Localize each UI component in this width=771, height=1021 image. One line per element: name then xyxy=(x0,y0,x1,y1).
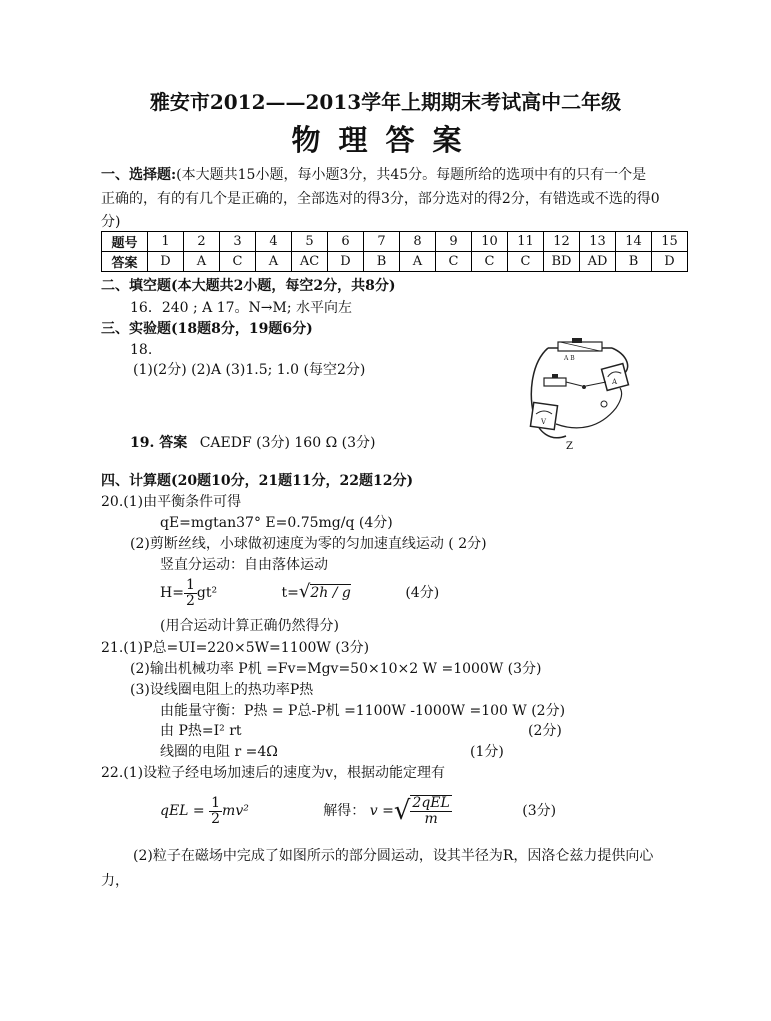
q21-line3: (3)设线圈电阻上的热功率P热 xyxy=(130,682,314,698)
section2-heading: 二、填空题(本大题共2小题，每空2分，共8分) xyxy=(101,278,396,294)
q20-line2: qE=mgtan37° E=0.75mg/q (4分) xyxy=(160,515,393,531)
q21-line6: 线圈的电阻 r =4Ω xyxy=(160,744,278,760)
section2-answers: 16．240 ; A 17。N→M; 水平向左 xyxy=(130,300,353,316)
number-cell: 3 xyxy=(220,232,256,252)
q19-line xyxy=(130,434,375,452)
number-cell: 13 xyxy=(580,232,616,252)
answer-cell: D xyxy=(652,252,688,272)
answer-cell: C xyxy=(436,252,472,272)
section1-line1 xyxy=(101,166,646,184)
number-cell: 9 xyxy=(436,232,472,252)
sqrt-icon: √ xyxy=(298,581,311,602)
section1-desc1: (本大题共15小题，每小题3分，共45分。每题所给的选项中有的只有一个是 xyxy=(176,167,647,183)
answer-cell: B xyxy=(616,252,652,272)
q22-sqrt-fraction xyxy=(410,795,451,827)
svg-text:V: V xyxy=(541,418,547,426)
answer-cell: AC xyxy=(292,252,328,272)
q22-solve-label: 解得： xyxy=(323,803,366,819)
table-row-numbers xyxy=(102,232,688,252)
answer-table xyxy=(101,231,688,272)
answer-cell: C xyxy=(220,252,256,272)
fraction-denominator: m xyxy=(424,811,438,827)
q22-score: (3分) xyxy=(522,803,557,819)
answer-cell: A xyxy=(400,252,436,272)
q22-solve-v: v = xyxy=(369,803,394,819)
q21-line6-score: (1分) xyxy=(470,744,504,760)
fraction-numerator: 2qEL xyxy=(412,795,450,811)
number-cell: 6 xyxy=(328,232,364,252)
row-label-numbers: 题号 xyxy=(102,232,148,252)
fraction-denominator: 2 xyxy=(185,592,195,609)
q20-line4: 竖直分运动：自由落体运动 xyxy=(160,557,328,573)
section3-heading: 三、实验题(18题8分，19题6分) xyxy=(101,321,313,337)
answer-cell: AD xyxy=(580,252,616,272)
q21-line4: 由能量守衡：P热 = P总-P机 =1100W -1000W =100 W (2分) xyxy=(160,703,566,719)
section4-heading: 四、计算题(20题10分，21题11分，22题12分) xyxy=(101,473,414,489)
answer-cell: C xyxy=(472,252,508,272)
number-cell: 12 xyxy=(544,232,580,252)
q20-t-label: t= xyxy=(281,585,299,601)
answer-cell: B xyxy=(364,252,400,272)
q19-answer: CAEDF (3分) 160 Ω (3分) xyxy=(199,435,376,451)
q22-equation xyxy=(160,793,556,829)
svg-text:A: A xyxy=(612,378,618,386)
number-cell: 1 xyxy=(148,232,184,252)
fraction-numerator: 1 xyxy=(211,794,221,811)
answer-cell: C xyxy=(508,252,544,272)
q19-label: 19. 答案 xyxy=(130,435,188,451)
number-cell: 10 xyxy=(472,232,508,252)
q22-eq-right: mv² xyxy=(222,803,249,819)
table-row-answers xyxy=(102,252,688,272)
q22-line3: (2)粒子在磁场中完成了如图所示的部分圆运动，设其半径为R，因洛仑兹力提供向心 xyxy=(133,848,654,864)
answer-cell: D xyxy=(328,252,364,272)
number-cell: 7 xyxy=(364,232,400,252)
fraction-denominator: 2 xyxy=(211,810,221,827)
q20-line5 xyxy=(160,576,439,609)
answer-cell: A xyxy=(184,252,220,272)
number-cell: 4 xyxy=(256,232,292,252)
fraction-one-half xyxy=(209,796,222,827)
q20-line6: (用合运动计算正确仍然得分) xyxy=(160,618,339,634)
section1-desc2: 正确的，有的有几个是正确的，全部选对的得3分，部分选对的得2分，有错选或不选的得0 xyxy=(101,191,660,207)
section1-desc3: 分) xyxy=(101,214,121,230)
q20-line3: (2)剪断丝线，小球做初速度为零的匀加速直线运动 ( 2分) xyxy=(130,536,487,552)
page-title: 雅安市2012——2013学年上期期末考试高中二年级 xyxy=(149,90,622,114)
number-cell: 8 xyxy=(400,232,436,252)
q21-line2: (2)输出机械功率 P机 =Fv=Mgv=50×10×2 W =1000W (3分) xyxy=(130,661,542,677)
answer-cell: A xyxy=(256,252,292,272)
section1-heading: 一、选择题: xyxy=(101,167,177,183)
q22-line4: 力， xyxy=(101,873,129,889)
circuit-diagram xyxy=(520,332,640,452)
svg-text:A B: A B xyxy=(564,355,575,362)
answer-cell: D xyxy=(148,252,184,272)
page-subtitle: 物理答案 xyxy=(291,123,480,157)
q22-eq-left: qEL = xyxy=(160,803,205,819)
q20-gt2: gt² xyxy=(196,585,218,601)
number-cell: 14 xyxy=(616,232,652,252)
q21-line5-score: (2分) xyxy=(528,723,562,739)
answer-cell: BD xyxy=(544,252,580,272)
q22-line1: 22.(1)设粒子经电场加速后的速度为v，根据动能定理有 xyxy=(101,765,446,781)
q20-line1: 20.(1)由平衡条件可得 xyxy=(101,494,242,510)
q20-h-label: H= xyxy=(160,585,184,601)
row-label-answers: 答案 xyxy=(102,252,148,272)
q18-number: 18. xyxy=(130,342,153,358)
figure-label: Z xyxy=(566,441,573,452)
q21-line5: 由 P热=I² rt xyxy=(160,723,242,739)
q20-sqrt-body: 2h / g xyxy=(310,585,351,601)
number-cell: 15 xyxy=(652,232,688,252)
number-cell: 5 xyxy=(292,232,328,252)
fraction-one-half xyxy=(184,578,197,609)
q18-answers: (1)(2分) (2)A (3)1.5; 1.0 (每空2分) xyxy=(133,362,366,378)
fraction-numerator: 1 xyxy=(185,576,195,593)
number-cell: 2 xyxy=(184,232,220,252)
q21-line1: 21.(1)P总=UI=220×5W=1100W (3分) xyxy=(101,640,370,656)
q20-score: (4分) xyxy=(405,585,440,601)
sqrt-icon: √ xyxy=(393,796,411,826)
number-cell: 11 xyxy=(508,232,544,252)
